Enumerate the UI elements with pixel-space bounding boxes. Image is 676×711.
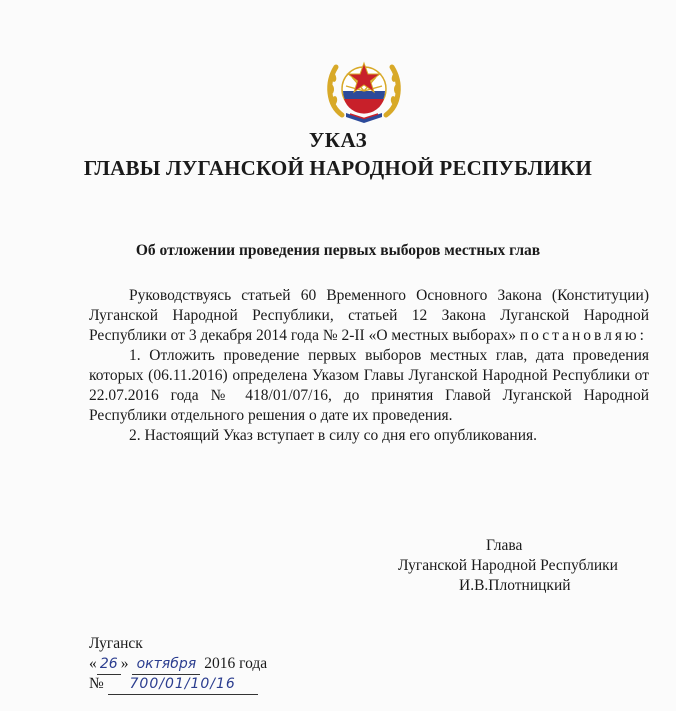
number-sign: №	[89, 675, 104, 692]
decree-issuer: ГЛАВЫ ЛУГАНСКОЙ НАРОДНОЙ РЕСПУБЛИКИ	[83, 156, 593, 180]
lnr-coat-of-arms-emblem	[322, 53, 406, 123]
decree-title: УКАЗ	[308, 128, 368, 152]
signatory-organization: Луганской Народной Республики	[398, 557, 618, 574]
item-2-paragraph: 2. Настоящий Указ вступает в силу со дня его опубликования.	[129, 427, 538, 444]
preamble-paragraph	[89, 286, 649, 346]
registration-number-handwritten: 700/01/10/16	[108, 674, 258, 695]
date-close-quote: »	[120, 655, 129, 672]
date-month-handwritten: октября	[132, 654, 200, 675]
item-1-paragraph: 1. Отложить проведение первых выборов местных глав, дата проведения которых (06.11.2016) определена Указом Главы Луганской Народной Республики от 22.07.2016 года № 418/01/07/16, до принятия Главой Луганской Народной Республики отдельного решения о дате их проведения.	[89, 347, 649, 424]
date-open-quote: «	[89, 655, 97, 672]
document-footer	[89, 634, 389, 694]
footer-city-row	[89, 634, 389, 654]
decree-keyword: постановляю:	[519, 327, 647, 344]
signatory-name: И.В.Плотницкий	[459, 577, 571, 594]
decree-body	[89, 286, 649, 446]
signatory-position: Глава	[486, 537, 523, 554]
date-year: 2016 года	[204, 655, 268, 672]
issue-city: Луганск	[89, 635, 143, 652]
footer-date-row	[89, 654, 389, 674]
preamble-text: Руководствуясь статьей 60 Временного Основного Закона (Конституции) Луганской Народной Республики, статьей 12 Закона Луганской Народной Республики от 3 декабря 2014 года № 2-II «О местных выборах»	[89, 287, 649, 344]
decree-subject: Об отложении проведения первых выборов местных глав	[135, 242, 541, 259]
date-day-handwritten: 26	[97, 654, 121, 675]
footer-number-row	[89, 674, 389, 694]
